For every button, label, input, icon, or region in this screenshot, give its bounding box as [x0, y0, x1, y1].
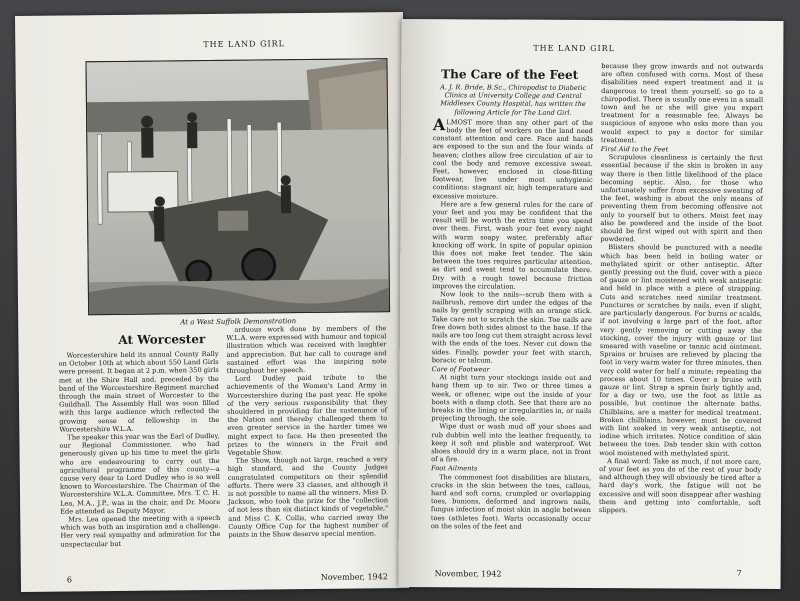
paragraph: Blisters should be punctured with a needle which has been held in boiling water or methylated spirit or other antiseptic. After gently pressing out the fluid, cover with a piece of gauze or lint moistened with weak antiseptic and held in place with a piece of strapping. Cuts and scratches need similar treatment. Punctures or scratches by nails, even if slight, are particularly dangerous. For burns or scalds, if not involving a large part of the foot, after very gently removing or cutting away the stocking, cover the injury with gauze or lint smeared with vaseline or tannic acid ointment. Sprains or bruises are relieved by placing the foot in very warm water for three minutes, then very cold water for half a minute; repeating the process about 10 times. Cover a bruise with gauze or lint. Strap a sprain fairly tightly and, for a day or two, use the foot as little as possible, but continue the alternate baths. Chilblains, are a matter for medical treatment. Broken chilblains, however, must be covered with lint soaked in very weak antiseptic, not iodine which irritates. Notice condition of skin between the toes. Dab tender skin with cotton wool moistened with methylated spirit.: [599, 243, 763, 458]
paragraph: Here are a few general rules for the care of your feet and you may be confident that the result will be worth the extra time you spend over them. First, wash your feet every night with warm soapy water, preferably after knocking off work. In spite of popular opinion this does not make feet tender. The skin between the toes requires particular attention, as dirt and sweat tend to accumulate there. Dry with a rough towel because friction improves the circulation.: [432, 200, 593, 291]
paragraph: arduous work done by members of the W.L.A. were expressed with humour and topical illustration which was received with laughter and appreciation. But her call to courage and sustained effort was the inspiring note throughout her speech.: [226, 324, 387, 375]
paragraph: Mrs. Lea opened the meeting with a speech which was both an inspiration and a challenge. Her very real sympathy and admiration for the unspectacular but: [60, 513, 221, 549]
article-column-1: [59, 350, 221, 549]
article-column-2: [226, 324, 388, 539]
page-number: 6: [66, 575, 73, 585]
drop-cap: A: [432, 114, 446, 135]
paragraph: Worcestershire held its annual County Rally on October 10th at which about 550 Land Girls were present. It began at 2 p.m. when 350 girls met at the Shire Hall and, preceded by the band of the Worcestershire Regiment marched through the main street of Worcester to the Guildhall. The Assembly Hall was soon filled with this large audience which reflected the growing sense of fellowship in the Worcestershire W.L.A.: [58, 349, 220, 434]
byline: A. J. R. Bride, B.Sc., Chiropodist to Diabetic Clinics at University College and Central Middlesex County Hospital, has written the following Article for The Land Girl.: [440, 83, 587, 117]
paragraph: because they grow inwards and not outwards are often confused with corns. Most of these disabilities need expert treatment and it is dangerous to treat them yourself; so go to a chiropodist. There is usually one even in a small town and he or she will give you expert treatment for a reasonable fee. Always be suspicious of anyone who asks more than you would expect to pay a doctor for similar treatment.: [600, 62, 764, 145]
paragraph: A final word: Take as much, if not more care, of your feet as you do of the rest of your body and although they will obviously be tired after a hard day's work, the fatigue will not be excessive and will soon disappear after washing them and getting into comfortable, soft slippers.: [598, 456, 762, 515]
article-title: At Worcester: [118, 332, 206, 347]
left-page: [15, 12, 409, 592]
photo-caption: At a West Suffolk Demonstration: [180, 317, 297, 327]
article-title: The Care of the Feet: [441, 67, 579, 82]
paragraph: Lord Dudley paid tribute to the achievements of the Women's Land Army in Worcestershire during the past year. He spoke of the very serious responsibility that they shouldered in providing for the sustenance of the Nation and thereby challenged them to even greater service in the harder times we might expect to face. He then presented the prizes to the winners in the Fruit and Vegetable Show.: [226, 373, 388, 457]
paragraph: Wipe dust or wash mud off your shoes and rub dubbin well into the leather frequently, to keep it soft and pliable and waterproof. Wet shoes should dry in a warm place, not in front of a fire.: [431, 422, 592, 464]
photo-demonstration: [85, 58, 390, 315]
issue-date: November, 1942: [434, 569, 502, 579]
running-head: THE LAND GIRL: [203, 39, 285, 50]
right-page: [399, 19, 784, 589]
article-column-2: [599, 62, 763, 515]
paragraph: The speaker this year was the Earl of Dudley, our Regional Commissioner, who had generously given up his time to meet the girls who are endeavouring to carry out the agricultural programme of this county—a cause very dear to Lord Dudley who is so well known to Worcestershire. The Chairman of the Worcestershire W.L.A. Committee, Mrs. T. C. H. Lea, M.A., J.P., was in the chair, and Dr. Moore Ede attended as Deputy Mayor.: [59, 431, 221, 516]
photo-image: [86, 59, 389, 314]
paragraph: The commonest foot disabilities are blisters, cracks in the skin between the toes, callous, hard and soft corns, crumpled or overlapping toes, bunions, deformed and ingrown nails, fungus infection of moist skin in angle between toes (athletes foot). Warts occasionally occur on the soles of the feet and: [430, 472, 592, 531]
intro-paragraph: ALMOST more than any other part of the body the feet of workers on the land need constant attention and care. Face and hands are exposed to the sun and the four winds of heaven; clothes allow free circulation of air to cool the body and remove excessive sweat. Feet, however, enclosed in close-fitting footwear, live under most unhygienic conditions: stagnant air, high temperature and excessive moisture.: [432, 114, 593, 201]
paragraph: Scrupulous cleanliness is certainly the first essential because if the skin is broken in any way there is then little likelihood of the place becoming septic. Also, for those who unfortunately suffer from excessive sweating of the feet, washing is about the only means of preventing them from becoming offensive not only to yourself but to others. Moist feet may also be powdered and the inside of the boot should be first wiped out with spirit and then powdered.: [600, 153, 763, 244]
paragraph: At night turn your stockings inside out and hang them up to air. Two or three times a week, or oftener, wipe out the inside of your boots with a damp cloth. See that there are no breaks in the lining or irregularities in, or nails projecting through, the sole.: [431, 373, 592, 423]
subheading: First Aid to the Feet: [600, 145, 669, 154]
subheading: Foot Ailments: [431, 464, 478, 473]
subheading: Care of Footwear: [431, 365, 490, 374]
article-column-1: [431, 83, 593, 531]
paragraph: The Show, though not large, reached a very high standard, and the County Judges congratulated competitors on their splendid efforts. There were 33 classes, and although it is not possible to name all the winners, Miss D. Jackson, who took the prize for the "collection of not less than six distinct kinds of vegetable," and Miss C. K. Collis, who carried away the County Office Cup for the highest number of points in the Show deserve special mention.: [227, 455, 389, 539]
paragraph: Now look to the nails—scrub them with a nailbrush, remove dirt under the edges of the nails by gently scraping with an orange stick. Take care not to scratch the skin. Toe nails are free down both sides almost to the base. If the nails are too long cut them straight across level with the ends of the toes. Never cut down the sides. Finally, powder your feet with starch, boracic or talcum.: [431, 290, 593, 365]
issue-date: November, 1942: [320, 572, 388, 582]
page-number: 7: [736, 568, 742, 578]
running-head: THE LAND GIRL: [533, 43, 616, 54]
